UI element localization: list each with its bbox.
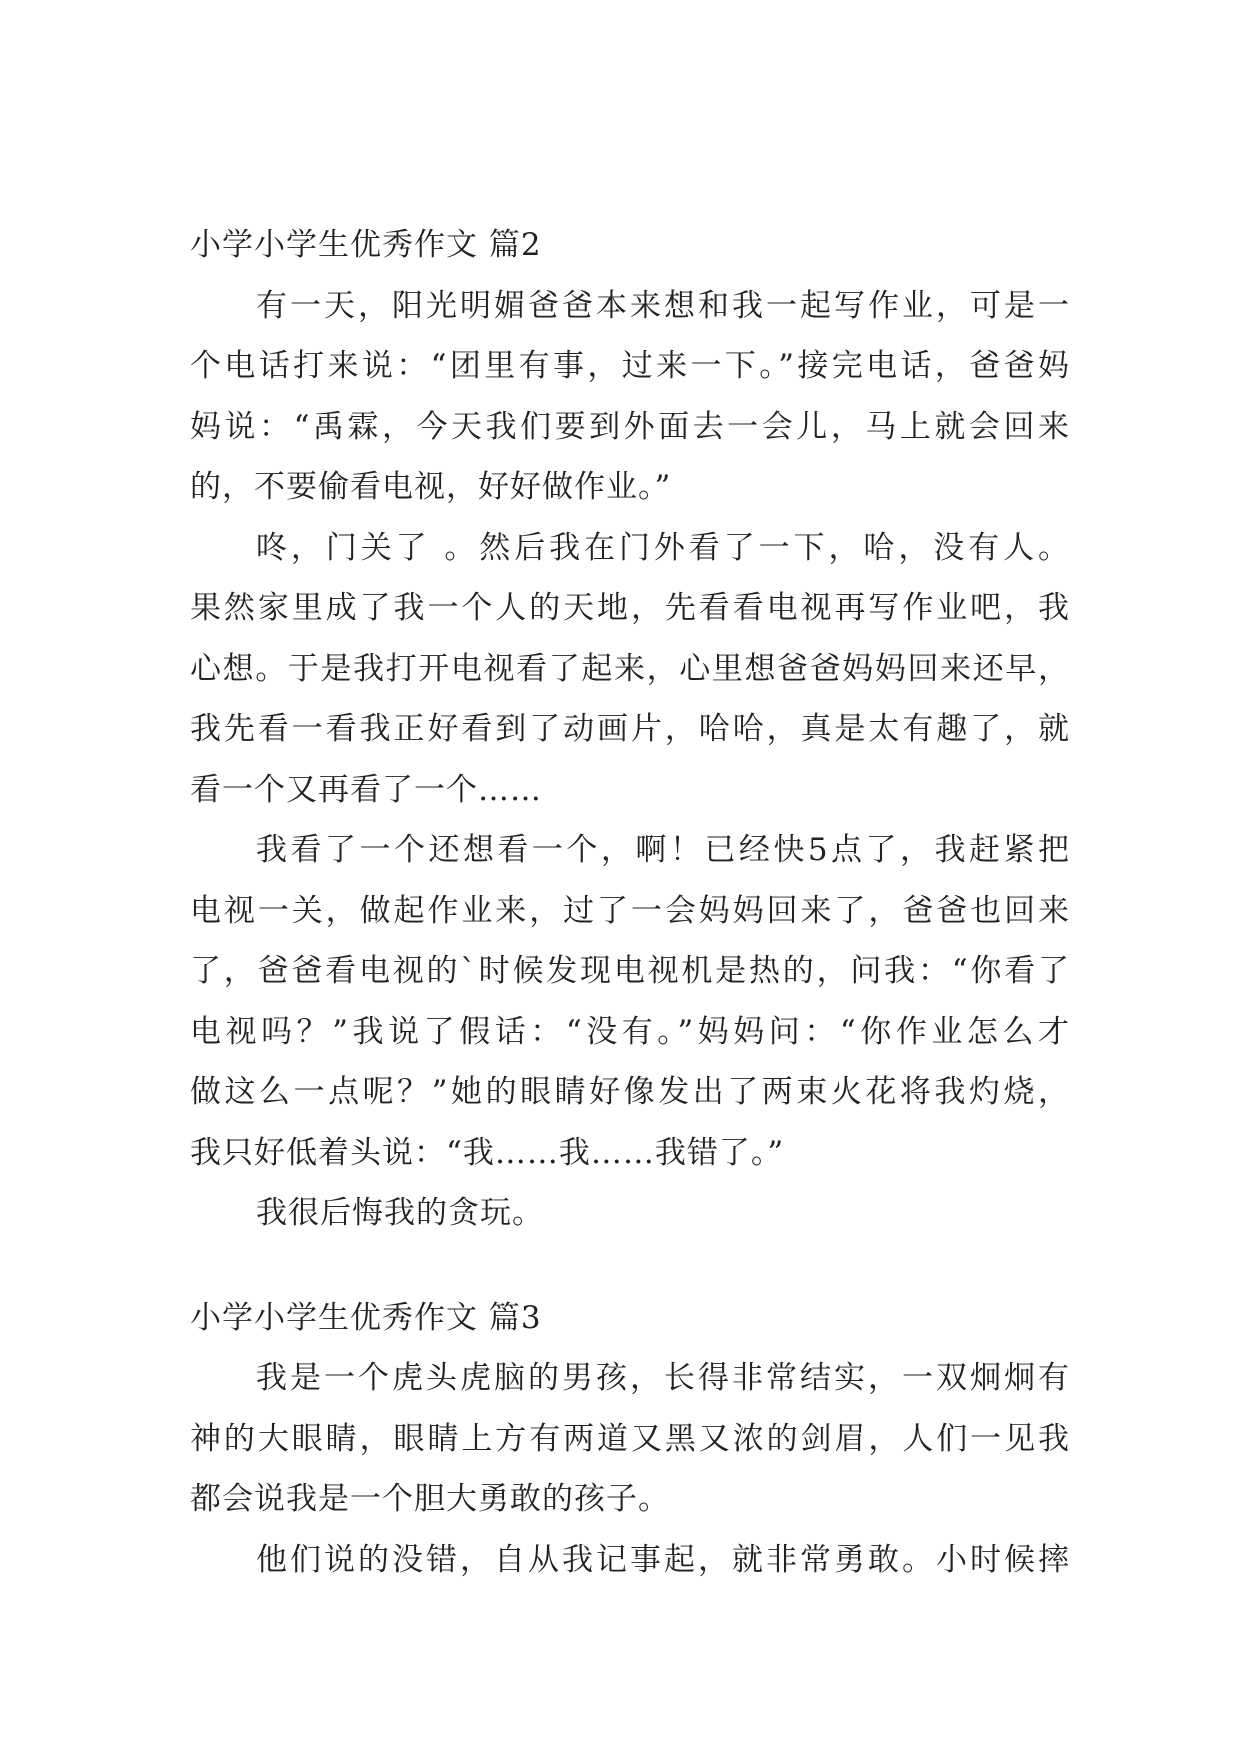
text-line: 个电话打来说：“团里有事，过来一下。”接完电话，爸爸妈 bbox=[190, 348, 1070, 384]
text-line: 电视一关，做起作业来，过了一会妈妈回来了，爸爸也回来 bbox=[190, 892, 1070, 929]
text-line: 我是一个虎头虎脑的男孩，长得非常结实，一双炯炯有 bbox=[256, 1360, 1070, 1396]
text-line: 电视吗？”我说了假话：“没有。”妈妈问：“你作业怎么才 bbox=[190, 1013, 1070, 1050]
text-line: 我只好低着头说：“我……我……我错了。” bbox=[190, 1134, 785, 1171]
section-spacer bbox=[190, 1244, 1070, 1288]
text-line: 都会说我是一个胆大勇敢的孩子。 bbox=[190, 1481, 670, 1517]
text-line: 我先看一看我正好看到了动画片，哈哈，真是太有趣了，就 bbox=[190, 711, 1070, 747]
paragraph bbox=[190, 820, 1070, 1183]
text-line: 他们说的没错，自从我记事起，就非常勇敢。小时候摔 bbox=[256, 1541, 1070, 1578]
text-line: 果然家里成了我一个人的天地，先看看电视再写作业吧，我 bbox=[190, 590, 1070, 626]
paragraph bbox=[190, 518, 1070, 821]
paragraph bbox=[190, 276, 1070, 518]
text-line: 看一个又再看了一个…… bbox=[190, 771, 542, 808]
text-line: 做这么一点呢？”她的眼睛好像发出了两束火花将我灼烧， bbox=[190, 1074, 1070, 1110]
text-line: 妈说：“禹霖，今天我们要到外面去一会儿，马上就会回来 bbox=[190, 408, 1070, 445]
paragraph bbox=[190, 1530, 1070, 1591]
paragraph bbox=[190, 1183, 1070, 1244]
text-line: 有一天，阳光明媚爸爸本来想和我一起写作业，可是一 bbox=[256, 287, 1070, 324]
document-page bbox=[190, 215, 1070, 1590]
text-line: 的，不要偷看电视，好好做作业。” bbox=[190, 469, 672, 505]
section-title: 小学小学生优秀作文 篇2 bbox=[190, 227, 542, 263]
text-line: 心想。于是我打开电视看了起来，心里想爸爸妈妈回来还早， bbox=[190, 650, 1070, 687]
text-line: 我看了一个还想看一个，啊！已经快5点了，我赶紧把 bbox=[256, 832, 1070, 868]
text-line: 咚，门关了 。然后我在门外看了一下，哈，没有人。 bbox=[256, 529, 1070, 566]
text-line: 神的大眼睛，眼睛上方有两道又黑又浓的剑眉，人们一见我 bbox=[190, 1420, 1070, 1457]
section-title: 小学小学生优秀作文 篇3 bbox=[190, 1299, 542, 1336]
text-line: 我很后悔我的贪玩。 bbox=[256, 1195, 544, 1231]
text-line: 了，爸爸看电视的`时候发现电视机是热的，问我：“你看了 bbox=[190, 953, 1070, 989]
paragraph bbox=[190, 1348, 1070, 1530]
